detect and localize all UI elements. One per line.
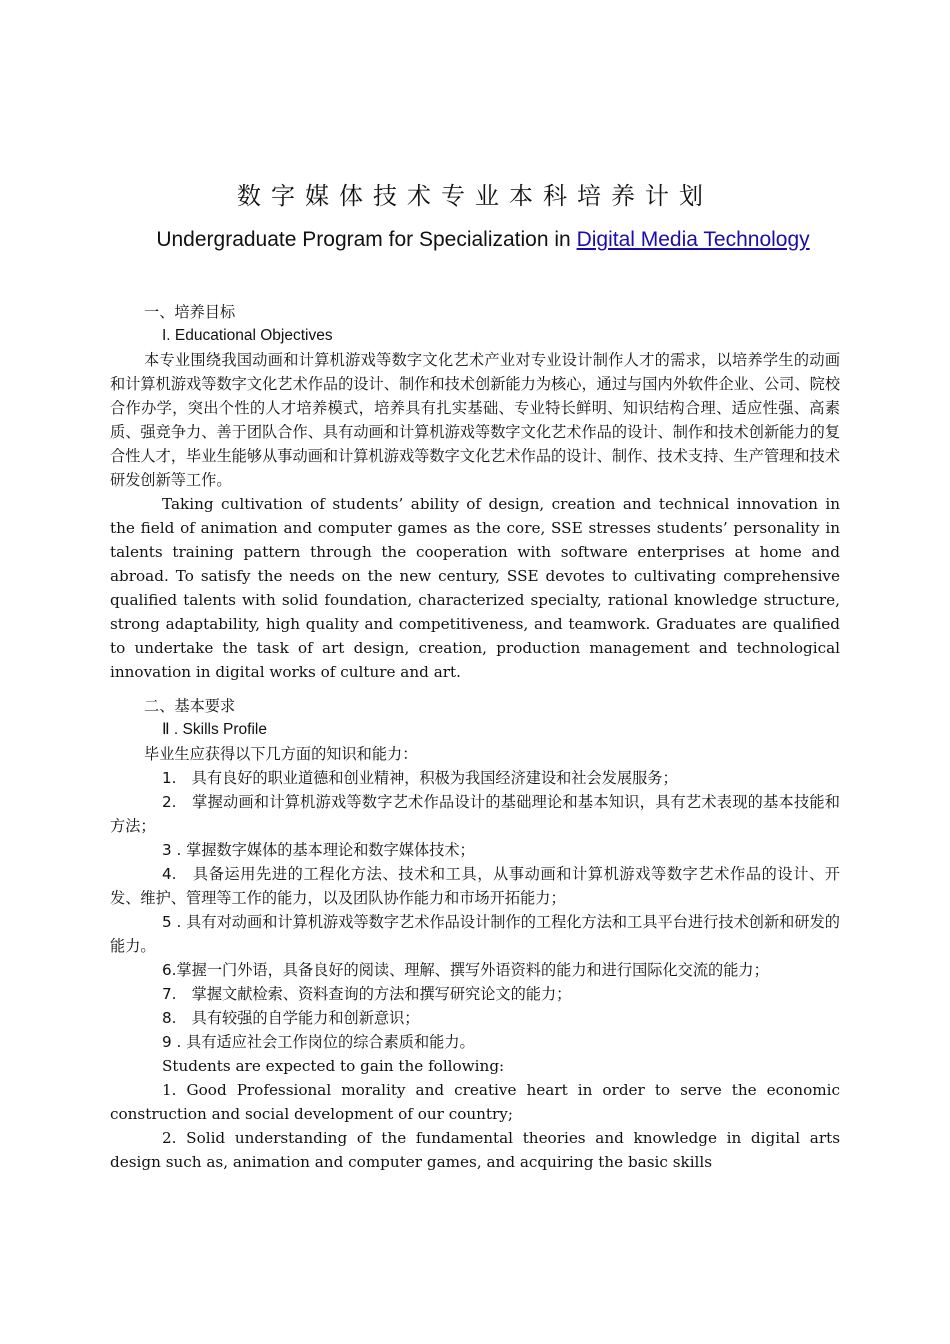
list-item-cn-3: 3 . 掌握数字媒体的基本理论和数字媒体技术； (162, 841, 475, 859)
digital-media-technology-link[interactable]: Digital Media Technology (576, 228, 810, 251)
list-item-cn-9: 9 . 具有适应社会工作岗位的综合素质和能力。 (162, 1033, 475, 1051)
list-item-cn-8: 8. 具有较强的自学能力和创新意识； (162, 1009, 420, 1027)
list-item-cn-7: 7. 掌握文献检索、资料查询的方法和撰写研究论文的能力； (162, 985, 572, 1003)
page-title-cn: 数字媒体技术专业本科培养计划 (237, 182, 713, 210)
section1-heading-cn: 一、培养目标 (144, 303, 236, 321)
document-body (110, 300, 840, 1174)
section1-paragraph-cn: 本专业围绕我国动画和计算机游戏等数字文化艺术产业对专业设计制作人才的需求，以培养学生的动画和计算机游戏等数字文化艺术作品的设计、制作和技术创新能力为核心，通过与国内外软件企业、公司、院校合作办学，突出个性的人才培养模式，培养具有扎实基础、专业特长鲜明、知识结构合理、适应性强、高素质、强竞争力、善于团队合作、具有动画和计算机游戏等数字文化艺术作品的设计、制作和技术创新能力的复合性人才，毕业生能够从事动画和计算机游戏等数字文化艺术作品的设计、制作、技术支持、生产管理和技术研发创新等工作。 (110, 351, 840, 489)
list-item-en-1: 1. Good Professional morality and creative heart in order to serve the economic construction and social development of our country; (110, 1081, 840, 1123)
section2-heading-cn: 二、基本要求 (144, 697, 236, 715)
section-gap (110, 684, 840, 694)
page-title-en (0, 228, 950, 252)
list-item-cn-4: 4. 具备运用先进的工程化方法、技术和工具，从事动画和计算机游戏等数字艺术作品的设计、开发、维护、管理等工作的能力，以及团队协作能力和市场开拓能力； (110, 865, 840, 907)
list-item-cn-5: 5 . 具有对动画和计算机游戏等数字艺术作品设计制作的工程化方法和工具平台进行技术创新和研发的能力。 (110, 913, 840, 955)
list-item-cn-6: 6.掌握一门外语，具备良好的阅读、理解、撰写外语资料的能力和进行国际化交流的能力； (162, 961, 769, 979)
list-item-cn-2: 2. 掌握动画和计算机游戏等数字艺术作品设计的基础理论和基本知识，具有艺术表现的基本技能和方法； (110, 793, 840, 835)
section2-intro-en: Students are expected to gain the following: (162, 1057, 505, 1075)
list-item-cn-1: 1. 具有良好的职业道德和创业精神，积极为我国经济建设和社会发展服务； (162, 769, 678, 787)
title-en-prefix: Undergraduate Program for Specialization in (156, 228, 577, 251)
list-item-en-2: 2. Solid understanding of the fundamental theories and knowledge in digital arts design such as, animation and computer games, and acquiring the basic skills (110, 1129, 840, 1171)
section2-intro-cn: 毕业生应获得以下几方面的知识和能力： (144, 745, 418, 763)
section1-paragraph-en: Taking cultivation of students’ ability of design, creation and technical innovation in the field of animation and computer games as the core, SSE stresses students’ personality in talents training pattern through the cooperation with software enterprises at home and abroad. To satisfy the needs on the new century, SSE devotes to cultivating comprehensive qualified talents with solid foundation, characterized specialty, rational knowledge structure, strong adaptability, high quality and competitiveness, and teamwork. Graduates are qualified to undertake the task of art design, creation, production management and technological innovation in digital works of culture and art. (110, 495, 840, 681)
section1-heading-en: I. Educational Objectives (162, 327, 333, 344)
section2-heading-en: Ⅱ . Skills Profile (162, 721, 267, 738)
